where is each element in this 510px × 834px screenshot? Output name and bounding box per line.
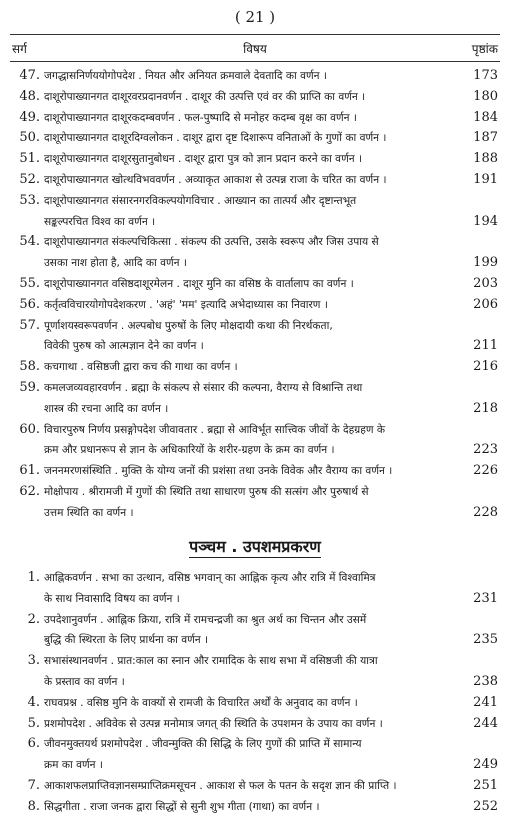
toc-entry xyxy=(10,461,500,482)
entry-number: 60. xyxy=(19,421,40,437)
entry-number: 55. xyxy=(19,275,40,291)
entry-line: आह्निकवर्णन . सभा का उत्थान, वसिष्ठ भगवान् का आह्निक कृत्य और रात्रि में विश्वामित्र xyxy=(44,572,376,584)
entry-page: 206 xyxy=(473,296,498,312)
entry-text xyxy=(44,149,458,170)
toc-entry xyxy=(10,482,500,524)
entry-text xyxy=(44,191,458,233)
entry-line: विवेकी पुरुष को आत्मज्ञान देने का वर्णन । xyxy=(44,340,204,353)
entry-line: कचगाथा . वसिष्ठजी द्वारा कच की गाथा का वर्णन । xyxy=(44,361,238,374)
entry-number: 1. xyxy=(27,570,40,585)
entry-line: कर्तृत्वविचारयोगोपदेशकरण . 'अहं' 'मम' इत्यादि अभेदाध्यास का निवारण । xyxy=(44,298,328,311)
entry-text xyxy=(44,66,458,87)
entry-number: 54. xyxy=(19,234,40,250)
entry-line: जगद्धासनिर्णययोगोपदेश . नियत और अनियत क्रमवाले देवतादि का वर्णन । xyxy=(44,70,327,82)
entry-line: उसका नाश होता है, आदि का वर्णन । xyxy=(44,257,187,270)
toc-entry xyxy=(10,568,500,610)
header-vishay: विषय xyxy=(243,42,267,56)
toc-entry xyxy=(10,108,500,129)
entry-line: दाशूरोपाख्यानगत संसारनगरविकल्पयोगविचार . आख्यान का तात्पर्य और दृष्टान्तभूत xyxy=(44,194,357,207)
entry-number: 50. xyxy=(19,130,40,146)
entry-text xyxy=(44,651,458,693)
entry-number: 61. xyxy=(19,463,40,479)
entry-line: दाशूरोपाख्यानगत संकल्पचिकित्सा . संकल्प की उत्पत्ति, उसके स्वरूप और जिस उपाय से xyxy=(44,236,379,249)
toc-entry xyxy=(10,797,500,818)
entry-line: शास्त्र की रचना आदि का वर्णन । xyxy=(44,402,169,415)
entry-line: दाशूरोपाख्यानगत दाशूरसुतानुबोधन . दाशूर द्वारा पुत्र को ज्ञान प्रदान करने का वर्णन । xyxy=(44,153,362,166)
entry-number: 4. xyxy=(27,694,40,710)
toc-entry xyxy=(10,316,500,358)
entry-text xyxy=(44,295,458,316)
toc-entry xyxy=(10,714,500,735)
entry-page: 216 xyxy=(473,359,498,375)
entry-text xyxy=(44,316,458,358)
entry-line: राघवप्रश्न . वसिष्ठ मुनि के वाक्यों से रामजी के विचारित अर्थों के अनुवाद का वर्णन । xyxy=(44,696,358,709)
entry-line: दाशूरोपाख्यानगत दाशूरकदम्बवर्णन . फल-पुष्पादि से मनोहर कदम्ब वृक्ष का वर्णन । xyxy=(44,111,357,124)
entry-page: 180 xyxy=(473,88,498,104)
entry-line: आकाशफलप्राप्तिवज्ञानसम्प्राप्तिक्रमसूचन . आकाश से फल के पतन के सदृश ज्ञान की प्राप्ति । xyxy=(44,779,397,792)
entry-page: 187 xyxy=(473,130,498,146)
entry-page: 241 xyxy=(473,694,498,710)
entry-line: बुद्धि की स्थिरता के लिए प्रार्थना का वर्णन । xyxy=(44,634,209,647)
entry-text xyxy=(44,714,458,735)
entry-number: 56. xyxy=(19,296,40,312)
entry-page: 249 xyxy=(473,757,498,773)
entry-line: प्रशमोपदेश . अविवेक से उत्पन्न मनोमात्र जगत् की स्थिति के उपशमन के उपाय का वर्णन । xyxy=(44,717,383,730)
entry-page: 188 xyxy=(473,151,498,167)
entry-page: 226 xyxy=(473,463,498,479)
entry-number: 8. xyxy=(27,798,40,814)
entry-page: 211 xyxy=(473,338,498,354)
entry-page: 173 xyxy=(473,68,498,83)
toc-entry xyxy=(10,776,500,797)
entry-number: 59. xyxy=(19,379,40,395)
toc-entry xyxy=(10,149,500,170)
entry-page: 218 xyxy=(473,400,498,416)
toc-entry xyxy=(10,87,500,108)
toc-entry xyxy=(10,420,500,462)
entry-text xyxy=(44,610,458,652)
entry-page: 228 xyxy=(473,504,498,520)
entry-line: दाशूरोपाख्यानगत दाशूरवरप्रदानवर्णन . दाशूर की उत्पत्ति एवं वर की प्राप्ति का वर्णन । xyxy=(44,90,366,103)
entry-line: पूर्णाशयस्वरूपवर्णन . अल्पबोध पुरुषों के लिए मोक्षदायी कथा की निरर्थकता, xyxy=(44,319,333,332)
toc-entry xyxy=(10,610,500,652)
toc-entry xyxy=(10,734,500,776)
chapter-list-2 xyxy=(10,568,500,818)
entry-page: 238 xyxy=(473,673,498,689)
entry-number: 48. xyxy=(19,88,40,104)
entry-line: सङ्कल्परचित विश्व का वर्णन । xyxy=(44,215,156,228)
page-number: ( 21 ) xyxy=(234,8,276,26)
entry-page: 231 xyxy=(473,590,498,606)
toc-entry xyxy=(10,66,500,87)
entry-line: मोक्षोपाय . श्रीरामजी में गुणों की स्थिति तथा साधारण पुरुष की सत्संग और पुरुषार्थ से xyxy=(44,485,369,498)
entry-line: के साथ निवासादि विषय का वर्णन । xyxy=(44,592,180,605)
entry-line: उपदेशानुवर्णन . आह्निक क्रिया, रात्रि में रामचन्द्रजी का श्रुत अर्थ का चिन्तन और उसमें xyxy=(44,613,367,626)
entry-page: 194 xyxy=(473,213,498,229)
entry-number: 49. xyxy=(19,109,40,125)
entry-number: 57. xyxy=(19,317,40,333)
toc-entry xyxy=(10,357,500,378)
entry-number: 6. xyxy=(27,736,40,752)
entry-page: 235 xyxy=(473,632,498,648)
entry-text xyxy=(44,461,458,482)
entry-text xyxy=(44,87,458,108)
entry-line: कमलजव्यवहारवर्णन . ब्रह्मा के संकल्प से संसार की कल्पना, वैराग्य से विश्रान्ति तथा xyxy=(44,381,363,394)
entry-page: 244 xyxy=(473,715,498,731)
toc-entry xyxy=(10,295,500,316)
entry-page: 223 xyxy=(473,442,498,458)
entry-line: क्रम का वर्णन । xyxy=(44,759,103,772)
entry-text xyxy=(44,108,458,129)
toc-entry xyxy=(10,170,500,191)
entry-line: सिद्धगीता . राजा जनक द्वारा सिद्धों से सुनी शुभ गीता (गाथा) का वर्णन । xyxy=(44,800,320,813)
entry-number: 2. xyxy=(27,611,40,627)
entry-page: 251 xyxy=(473,777,498,793)
entry-line: दाशूरोपाख्यानगत खोत्थविभववर्णन . अव्याकृत आकाश से उत्पन्न राजा के चरित का वर्णन । xyxy=(44,173,387,186)
entry-page: 252 xyxy=(473,798,498,814)
entry-line: जीवनमुक्तयर्थ प्रशमोपदेश . जीवन्मुक्ति की सिद्धि के लिए गुणों की प्राप्ति में सामान्य xyxy=(44,738,362,751)
entry-line: क्रम और प्रधानरूप से ज्ञान के अधिकारियों के शरीर-ग्रहण के क्रम का वर्णन । xyxy=(44,444,335,457)
toc-entry xyxy=(10,232,500,274)
entry-text xyxy=(44,274,458,295)
entry-line: दाशूरोपाख्यानगत दाशूरदिग्वलोकन . दाशूर द्वारा दृष्ट दिशारूप वनिताओं के गुणों का वर्णन । xyxy=(44,132,387,145)
entry-text xyxy=(44,776,458,797)
entry-text xyxy=(44,797,458,818)
entry-number: 3. xyxy=(27,653,40,669)
entry-number: 51. xyxy=(19,151,40,167)
entry-number: 47. xyxy=(19,68,40,83)
entry-number: 52. xyxy=(19,171,40,187)
entry-line: उत्तम स्थिति का वर्णन । xyxy=(44,506,134,519)
section-title xyxy=(0,535,510,557)
table-header xyxy=(10,34,500,62)
entry-line: के प्रस्ताव का वर्णन । xyxy=(44,675,125,688)
toc-entry xyxy=(10,128,500,149)
entry-number: 62. xyxy=(19,483,40,499)
entry-page: 203 xyxy=(473,275,498,291)
entry-page: 184 xyxy=(473,109,498,125)
entry-text xyxy=(44,357,458,378)
entry-text xyxy=(44,378,458,420)
entry-number: 5. xyxy=(27,715,40,731)
chapter-list-1 xyxy=(10,66,500,524)
entry-number: 7. xyxy=(27,777,40,793)
entry-page: 191 xyxy=(473,171,498,187)
entry-text xyxy=(44,568,458,610)
entry-line: सभासंस्थानवर्णन . प्रात:काल का स्नान और रामादिक के साथ सभा में वसिष्ठजी की यात्रा xyxy=(44,655,378,668)
entry-text xyxy=(44,170,458,191)
toc-entry xyxy=(10,191,500,233)
section-title-text: पञ्चम . उपशमप्रकरण xyxy=(189,537,321,556)
entry-text xyxy=(44,734,458,776)
header-sarga: सर्ग xyxy=(12,42,27,56)
entry-page: 199 xyxy=(473,255,498,271)
entry-text xyxy=(44,482,458,524)
entry-number: 53. xyxy=(19,192,40,208)
entry-text xyxy=(44,693,458,714)
toc-entry xyxy=(10,651,500,693)
entry-line: दाशूरोपाख्यानगत वसिष्ठदाशूरमेलन . दाशूर मुनि का वसिष्ठ के वार्तालाप का वर्णन । xyxy=(44,277,354,290)
entry-line: जननमरणसंस्थिति . मुक्ति के योग्य जनों की प्रशंसा तथा उनके विवेक और वैराग्य का वर्णन । xyxy=(44,465,393,478)
entry-text xyxy=(44,232,458,274)
toc-entry xyxy=(10,693,500,714)
toc-entry xyxy=(10,378,500,420)
entry-text xyxy=(44,128,458,149)
entry-text xyxy=(44,420,458,462)
entry-line: विचारपुरुष निर्णय प्रसङ्गोपदेश जीवावतार . ब्रह्मा से आविर्भूत सात्त्विक जीवों के देहग्रहण के xyxy=(44,423,386,436)
header-prishthank: पृष्ठांक xyxy=(471,42,498,56)
toc-entry xyxy=(10,274,500,295)
entry-number: 58. xyxy=(19,359,40,375)
